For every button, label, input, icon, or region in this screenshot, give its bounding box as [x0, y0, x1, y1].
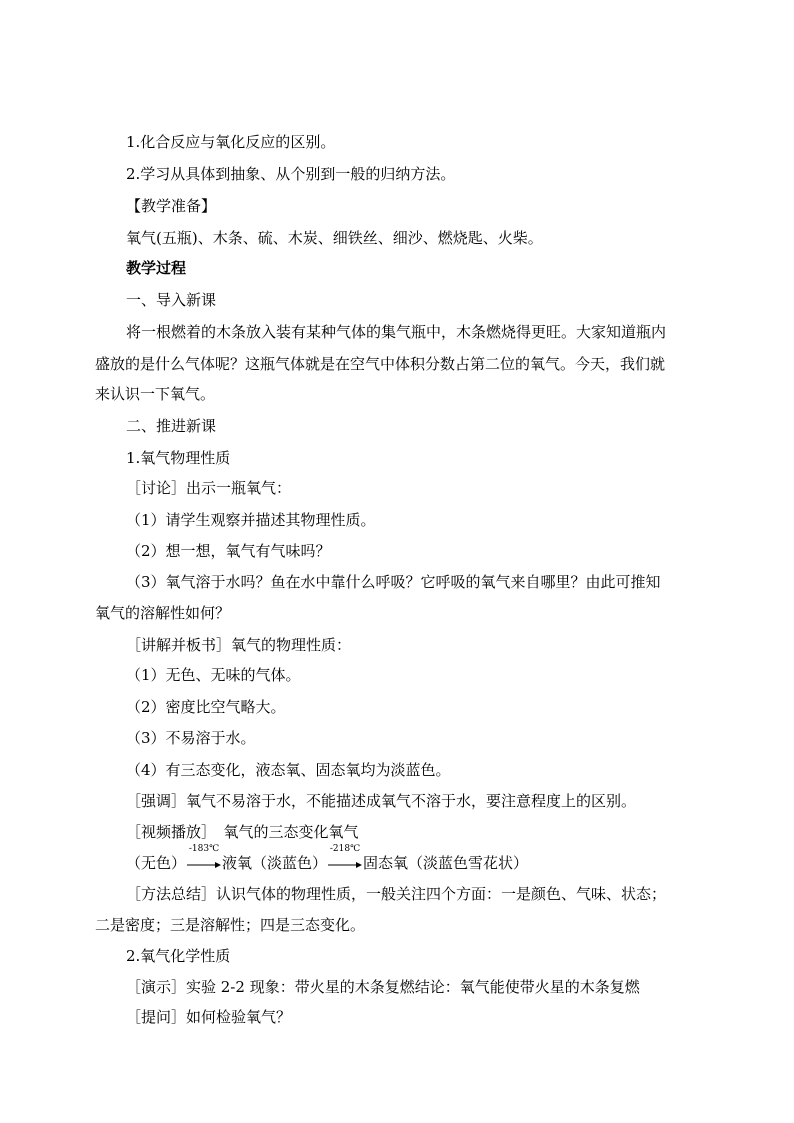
objective-2: 2.学习从具体到抽象、从个别到一般的归纳方法。 [126, 165, 456, 183]
property-3: （3）不易溶于水。 [126, 729, 256, 747]
right-arrow-icon [328, 859, 362, 869]
arrow-2 [328, 844, 362, 873]
discuss-line: ［讨论］出示一瓶氧气： [126, 479, 292, 497]
method-line-2: 二是密度；三是溶解性；四是三态变化。 [95, 916, 366, 934]
intro-line-1: 将一根燃着的木条放入装有某种气体的集气瓶中，木条燃烧得更旺。大家知道瓶内 [126, 323, 667, 341]
preparation-items: 氧气(五瓶)、木条、硫、木炭、细铁丝、细沙、燃烧匙、火柴。 [126, 229, 543, 247]
property-2: （2）密度比空气略大。 [126, 698, 286, 716]
question-3-line-1: （3）氧气溶于水吗？鱼在水中靠什么呼吸？它呼吸的氧气来自哪里？由此可推知 [126, 573, 661, 591]
arrow-1 [187, 844, 221, 873]
right-arrow-icon [187, 859, 221, 869]
section1-title: 一、导入新课 [126, 291, 217, 309]
state-gas: （无色） [126, 854, 187, 872]
explain-line: ［讲解并板书］氧气的物理性质： [126, 636, 352, 654]
process-heading: 教学过程 [126, 259, 187, 277]
intro-line-3: 来认识一下氧气。 [95, 385, 216, 403]
state-solid: 固态氧（淡蓝色雪花状） [363, 854, 529, 872]
section2-title: 二、推进新课 [126, 417, 217, 435]
emphasis-line: ［强调］氧气不易溶于水，不能描述成氧气不溶于水，要注意程度上的区别。 [126, 792, 637, 810]
video-line: ［视频播放］ 氧气的三态变化氧气 [126, 823, 359, 841]
property-1: （1）无色、无味的气体。 [126, 666, 301, 684]
sub1-title: 1.氧气物理性质 [126, 449, 231, 467]
ask-line: ［提问］如何检验氧气？ [126, 1008, 292, 1026]
method-line-1: ［方法总结］认识气体的物理性质，一般关注四个方面：一是颜色、气味、状态； [126, 885, 667, 903]
preparation-heading: 【教学准备】 [126, 197, 217, 215]
question-1: （1）请学生观察并描述其物理性质。 [126, 511, 376, 529]
question-2: （2）想一想，氧气有气味吗？ [126, 542, 331, 560]
state-liquid: 液氧（淡蓝色） [222, 854, 328, 872]
temp-label-1: -183℃ [188, 844, 220, 854]
objective-1: 1.化合反应与氧化反应的区别。 [126, 133, 336, 151]
sub2-title: 2.氧气化学性质 [126, 947, 231, 965]
intro-line-2: 盛放的是什么气体呢？这瓶气体就是在空气中体积分数占第二位的氧气。今天，我们就 [95, 355, 666, 373]
demo-line: ［演示］实验 2-2 现象：带火星的木条复燃结论：氧气能使带火星的木条复燃 [126, 978, 640, 996]
state-change-line [126, 844, 736, 873]
temp-label-2: -218℃ [329, 844, 361, 854]
property-4: （4）有三态变化，液态氧、固态氧均为淡蓝色。 [126, 761, 451, 779]
question-3-line-2: 氧气的溶解性如何？ [95, 604, 231, 622]
